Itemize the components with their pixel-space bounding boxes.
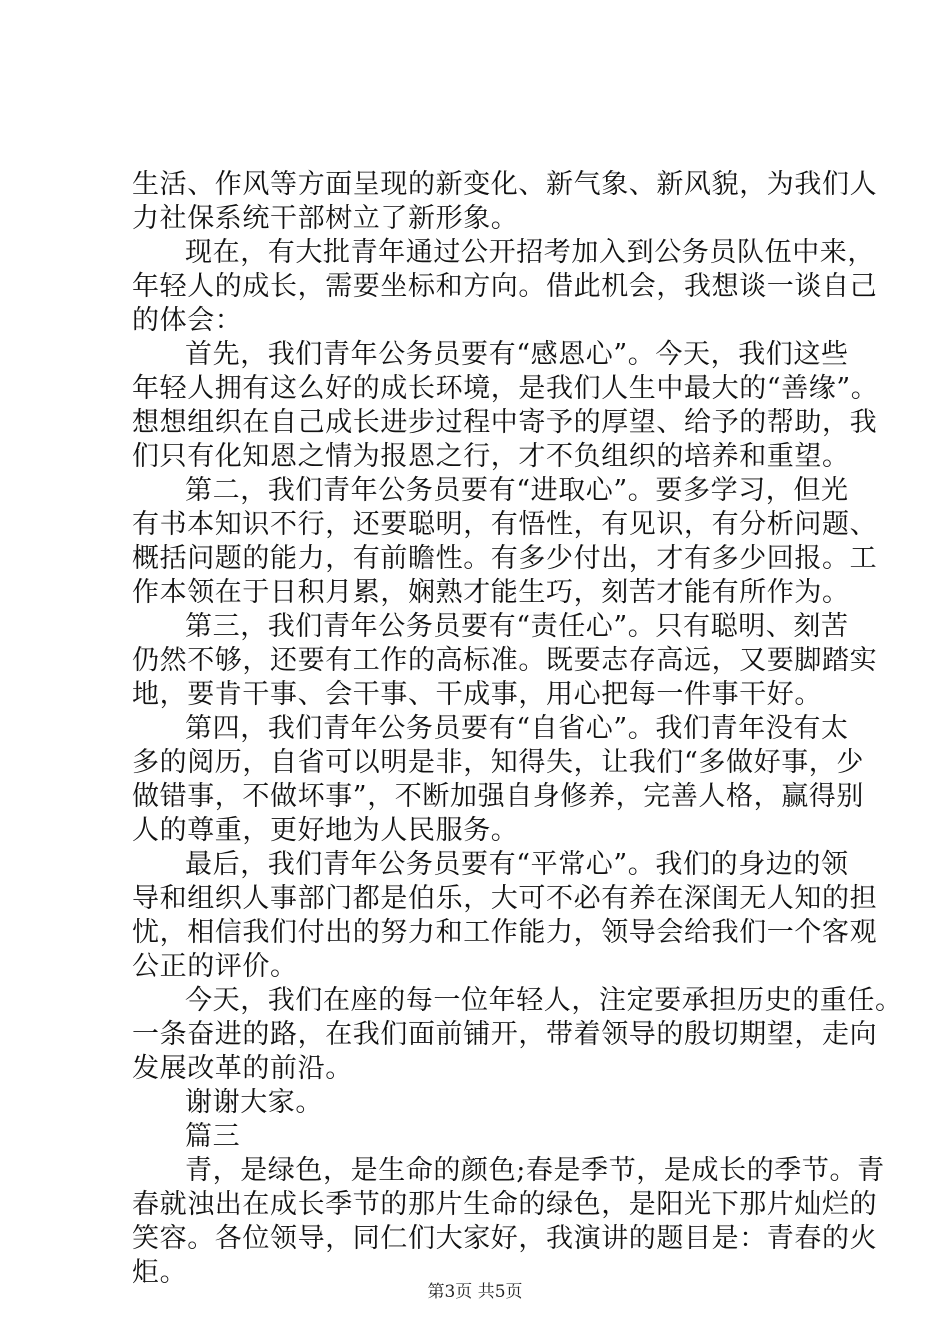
text-line: 仍然不够，还要有工作的高标准。既要志存高远，又要脚踏实 [132,645,878,676]
paragraph-first-line: 青，是绿色，是生命的颜色;春是季节，是成长的季节。青 [185,1155,885,1186]
text-line: 年轻人拥有这么好的成长环境，是我们人生中最大的“善缘”。 [132,373,879,404]
paragraph-first-line: 首先，我们青年公务员要有“感恩心”。今天，我们这些 [185,339,849,370]
text-line: 力社保系统干部树立了新形象。 [132,203,519,234]
text-line: 忧，相信我们付出的努力和工作能力，领导会给我们一个客观 [132,917,878,948]
text-line: 地，要肯干事、会干事、干成事，用心把每一件事干好。 [132,679,822,710]
text-line: 人的尊重，更好地为人民服务。 [132,815,519,846]
text-line: 想想组织在自己成长进步过程中寄予的厚望、给予的帮助，我 [132,407,878,438]
paragraph-first-line: 最后，我们青年公务员要有“平常心”。我们的身边的领 [185,849,849,880]
text-line: 多的阅历，自省可以明是非，知得失，让我们“多做好事，少 [132,747,865,778]
paragraph-first-line: 第二，我们青年公务员要有“进取心”。要多学习，但光 [185,475,849,506]
paragraph-first-line: 第三，我们青年公务员要有“责任心”。只有聪明、刻苦 [185,611,849,642]
text-line: 作本领在于日积月累，娴熟才能生巧，刻苦才能有所作为。 [132,577,850,608]
text-line: 炬。 [132,1257,188,1288]
section-heading: 篇三 [185,1121,241,1152]
paragraph-first-line: 今天，我们在座的每一位年轻人，注定要承担历史的重任。 [185,985,903,1016]
text-line: 一条奋进的路，在我们面前铺开，带着领导的殷切期望，走向 [132,1019,878,1050]
text-line: 导和组织人事部门都是伯乐，大可不必有养在深闺无人知的担 [132,883,878,914]
text-line: 们只有化知恩之情为报恩之行，才不负组织的培养和重望。 [132,441,850,472]
paragraph-first-line: 第四，我们青年公务员要有“自省心”。我们青年没有太 [185,713,849,744]
text-line: 春就浊出在成长季节的那片生命的绿色，是阳光下那片灿烂的 [132,1189,878,1220]
text-line: 有书本知识不行，还要聪明，有悟性，有见识，有分析问题、 [132,509,878,540]
text-line: 发展改革的前沿。 [132,1053,353,1084]
page-footer [0,1281,950,1303]
text-line: 做错事，不做坏事”，不断加强自身修养，完善人格，赢得别 [132,781,865,812]
paragraph-first-line: 现在，有大批青年通过公开招考加入到公务员队伍中来， [185,237,875,268]
page-number: 第3页 共5页 [427,1282,523,1302]
text-line: 的体会： [132,305,243,336]
text-line: 公正的评价。 [132,951,298,982]
text-line: 生活、作风等方面呈现的新变化、新气象、新风貌，为我们人 [132,169,878,200]
text-line: 笑容。各位领导，同仁们大家好，我演讲的题目是：青春的火 [132,1223,878,1254]
text-line: 年轻人的成长，需要坐标和方向。借此机会，我想谈一谈自己 [132,271,878,302]
closing-line: 谢谢大家。 [185,1087,323,1118]
text-line: 概括问题的能力，有前瞻性。有多少付出，才有多少回报。工 [132,543,878,574]
